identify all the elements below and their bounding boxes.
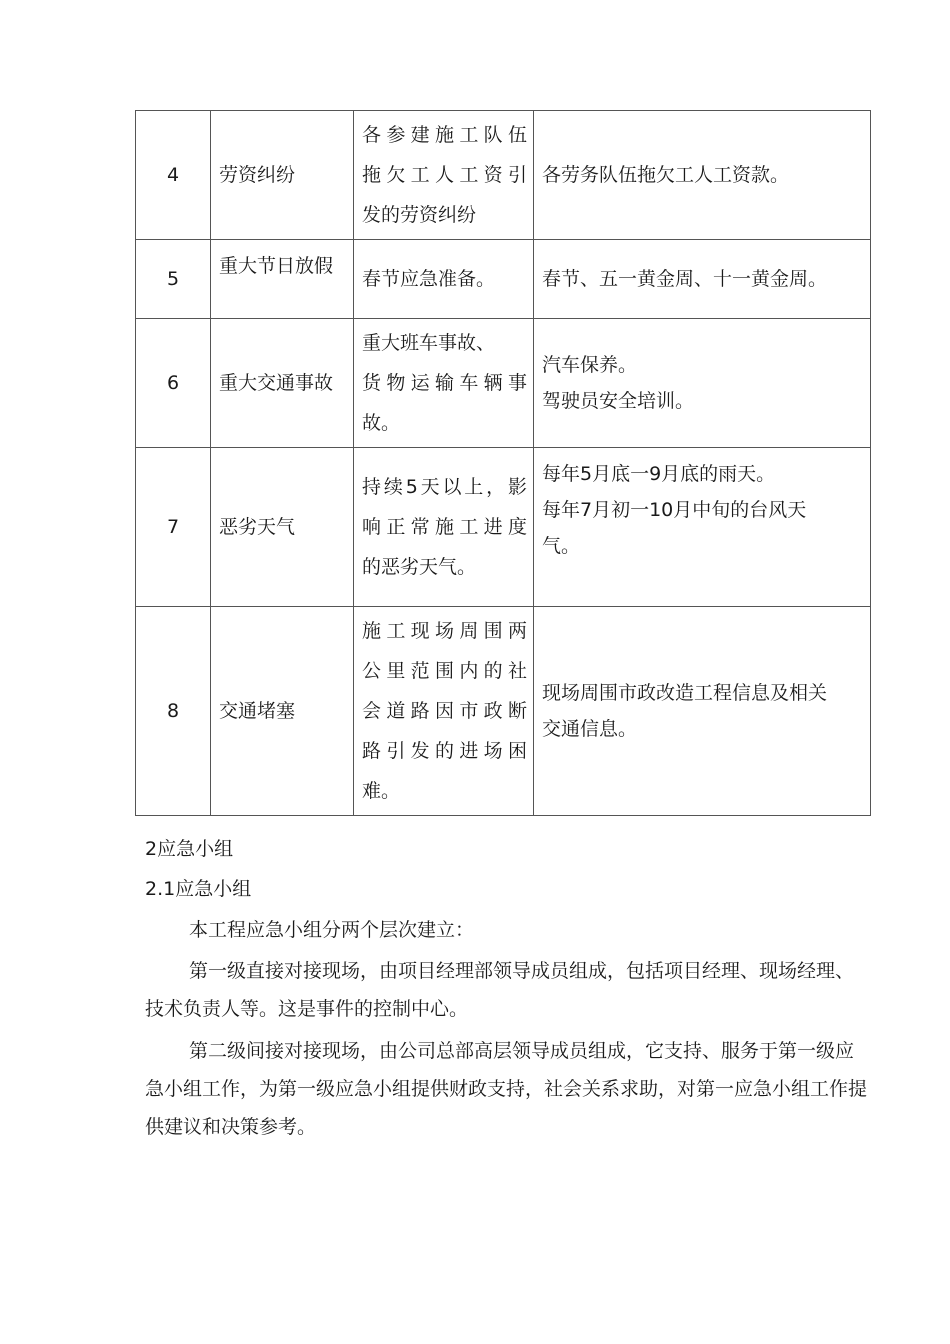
desc-line: 响正常施工进度: [362, 516, 527, 538]
desc-line: 持续5天以上，影: [362, 476, 527, 498]
row-number: 7: [136, 448, 211, 607]
paragraph: 第一级直接对接现场，由项目经理部领导成员组成，包括项目经理、现场经理、技术负责人等。这是事件的控制中心。: [145, 960, 855, 1020]
table-row: [136, 111, 871, 240]
desc-line: 故。: [362, 412, 401, 434]
risk-description: [354, 240, 534, 319]
section-heading: 2应急小组: [145, 838, 234, 860]
risk-type: 劳资纠纷: [211, 111, 354, 240]
desc-line: 难。: [362, 780, 401, 802]
risk-type: 交通堵塞: [211, 607, 354, 816]
detail-line: 各劳务队伍拖欠工人工资款。: [542, 164, 790, 186]
row-number: 6: [136, 319, 211, 448]
risk-detail: [534, 240, 871, 319]
row-number: 5: [136, 240, 211, 319]
paragraph: 本工程应急小组分两个层次建立：: [189, 919, 475, 941]
risk-type: 恶劣天气: [211, 448, 354, 607]
detail-line: 汽车保养。: [542, 354, 638, 376]
risk-detail: [534, 607, 871, 816]
desc-line: 各参建施工队伍: [362, 124, 527, 146]
risk-type: 重大交通事故: [211, 319, 354, 448]
detail-line: 现场周围市政改造工程信息及相关: [542, 682, 828, 704]
desc-line: 拖欠工人工资引: [362, 164, 527, 186]
table-row: [136, 448, 871, 607]
table-row: [136, 240, 871, 319]
risk-description: [354, 607, 534, 816]
risk-description: [354, 448, 534, 607]
desc-line: 路引发的进场困: [362, 740, 527, 762]
desc-line: 春节应急准备。: [362, 268, 496, 290]
risk-table: [135, 110, 871, 816]
risk-description: [354, 319, 534, 448]
risk-detail: [534, 111, 871, 240]
detail-line: 气。: [542, 535, 581, 557]
row-number: 4: [136, 111, 211, 240]
risk-description: [354, 111, 534, 240]
paragraph: 第二级间接对接现场，由公司总部高层领导成员组成，它支持、服务于第一级应急小组工作，为第一级应急小组提供财政支持，社会关系求助，对第一应急小组工作提供建议和决策参考。: [145, 1040, 868, 1138]
risk-detail: [534, 319, 871, 448]
desc-line: 的恶劣天气。: [362, 556, 477, 578]
table-row: [136, 607, 871, 816]
detail-line: 驾驶员安全培训。: [542, 390, 695, 412]
desc-line: 重大班车事故、: [362, 332, 496, 354]
desc-line: 公里范围内的社: [362, 660, 527, 682]
desc-line: 发的劳资纠纷: [362, 204, 477, 226]
risk-detail: [534, 448, 871, 607]
subsection-heading: 2.1应急小组: [145, 878, 252, 900]
row-number: 8: [136, 607, 211, 816]
table-row: [136, 319, 871, 448]
risk-type: 重大节日放假: [211, 240, 354, 319]
desc-line: 施工现场周围两: [362, 620, 527, 642]
detail-line: 每年5月底一9月底的雨天。: [542, 463, 776, 485]
detail-line: 春节、五一黄金周、十一黄金周。: [542, 268, 828, 290]
detail-line: 每年7月初一10月中旬的台风天: [542, 499, 807, 521]
detail-line: 交通信息。: [542, 718, 638, 740]
desc-line: 货物运输车辆事: [362, 372, 527, 394]
desc-line: 会道路因市政断: [362, 700, 527, 722]
